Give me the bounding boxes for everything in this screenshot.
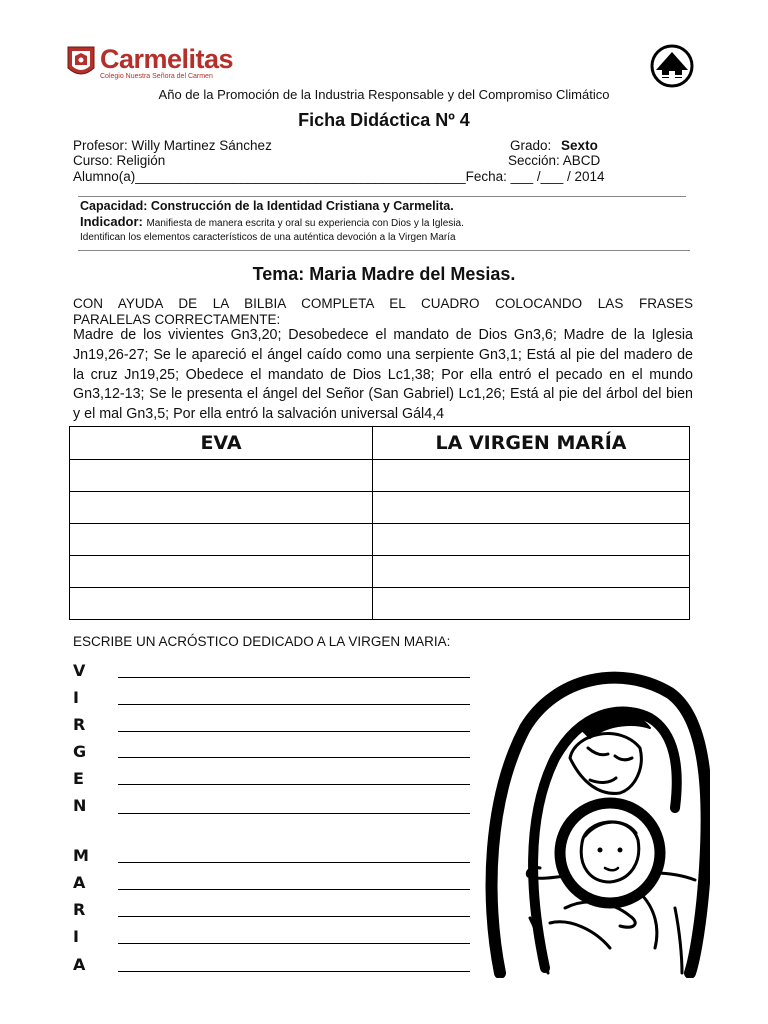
grade-line [510, 138, 598, 153]
indicator-line [80, 214, 464, 229]
acrostic-line[interactable] [118, 943, 470, 944]
table-cell[interactable] [373, 460, 690, 492]
capacity-text: Capacidad: Construcción de la Identidad Cristiana y Carmelita. [80, 199, 454, 213]
phrases-paragraph: Madre de los vivientes Gn3,20; Desobedece el mandato de Dios Gn3,6; Madre de la Iglesia Jn19,26-27; Se le apareció el ángel caído como una serpiente Gn3,1; Está al pie del madero de la cruz Jn19,25; Obedece el mandato de Dios Lc1,38; Por ella entró el pecado en el mundo Gn3,12-13; Se le presenta el ángel del Señor (San Gabriel) Lc1,26; Está al pie del árbol del bien y el mal Gn3,5; Por ella entró la salvación universal Gál4,4 [73, 327, 693, 423]
acrostic-letter: V [73, 661, 86, 680]
table-row [70, 460, 690, 492]
instructions-line2: PARALELAS CORRECTAMENTE: [73, 312, 281, 327]
acrostic-line[interactable] [118, 889, 470, 890]
acrostic-letter: I [73, 688, 79, 707]
acrostic-line[interactable] [118, 862, 470, 863]
table-cell[interactable] [70, 492, 373, 524]
acrostic-letter: A [73, 873, 86, 892]
indicator-label: Indicador: [80, 214, 143, 229]
year-motto: Año de la Promoción de la Industria Responsable y del Compromiso Climático [158, 87, 610, 102]
section-line: Sección: ABCD [508, 153, 601, 168]
table-cell[interactable] [373, 556, 690, 588]
column-header-virgen-maria: LA VIRGEN MARÍA [373, 427, 690, 460]
virgin-and-child-illustration [470, 668, 710, 978]
table-cell[interactable] [373, 588, 690, 620]
acrostic-letter: E [73, 769, 84, 788]
acrostic-line[interactable] [118, 704, 470, 705]
acrostic-letter: A [73, 955, 86, 974]
topic-heading: Tema: Maria Madre del Mesias. [252, 264, 516, 284]
emblem-icon [648, 44, 696, 88]
acrostic-line[interactable] [118, 757, 470, 758]
column-header-eva: EVA [70, 427, 373, 460]
identify-text: Identifican los elementos característicos de una auténtica devoción a la Virgen María [80, 232, 456, 243]
acrostic-line[interactable] [118, 971, 470, 972]
table-header-row [70, 427, 690, 460]
sheet-title: Ficha Didáctica Nº 4 [298, 110, 470, 130]
table-row [70, 588, 690, 620]
table-row [70, 524, 690, 556]
table-row [70, 556, 690, 588]
indicator-text: Manifiesta de manera escrita y oral su experiencia con Dios y la Iglesia. [146, 218, 464, 229]
student-line: Alumno(a)____________________________________________Fecha: ___ /___ / 2014 [73, 169, 605, 184]
grade-value: Sexto [561, 138, 598, 153]
school-name: Carmelitas [100, 44, 234, 74]
acrostic-line[interactable] [118, 916, 470, 917]
divider-top [78, 196, 686, 197]
school-subtitle: Colegio Nuestra Señora del Carmen [100, 73, 213, 80]
instructions-line1: CON AYUDA DE LA BILBIA COMPLETA EL CUADRO COLOCANDO LAS FRASES [73, 296, 693, 311]
acrostic-line[interactable] [118, 784, 470, 785]
comparison-table [69, 426, 690, 620]
acrostic-title: ESCRIBE UN ACRÓSTICO DEDICADO A LA VIRGEN MARIA: [73, 634, 451, 649]
acrostic-letter: N [73, 796, 87, 815]
course-line: Curso: Religión [73, 153, 166, 168]
acrostic-letter: M [73, 846, 89, 865]
table-cell[interactable] [373, 524, 690, 556]
grade-label: Grado: [510, 138, 552, 153]
acrostic-line[interactable] [118, 813, 470, 814]
teacher-line: Profesor: Willy Martinez Sánchez [73, 138, 272, 153]
acrostic-line[interactable] [118, 677, 470, 678]
table-row [70, 492, 690, 524]
table-cell[interactable] [70, 524, 373, 556]
divider-bottom [78, 250, 690, 251]
acrostic-line[interactable] [118, 731, 470, 732]
acrostic-letter: I [73, 927, 79, 946]
table-cell[interactable] [70, 556, 373, 588]
table-cell[interactable] [70, 588, 373, 620]
table-cell[interactable] [70, 460, 373, 492]
acrostic-letter: R [73, 900, 86, 919]
acrostic-letter: G [73, 742, 87, 761]
acrostic-letter: R [73, 715, 86, 734]
table-cell[interactable] [373, 492, 690, 524]
